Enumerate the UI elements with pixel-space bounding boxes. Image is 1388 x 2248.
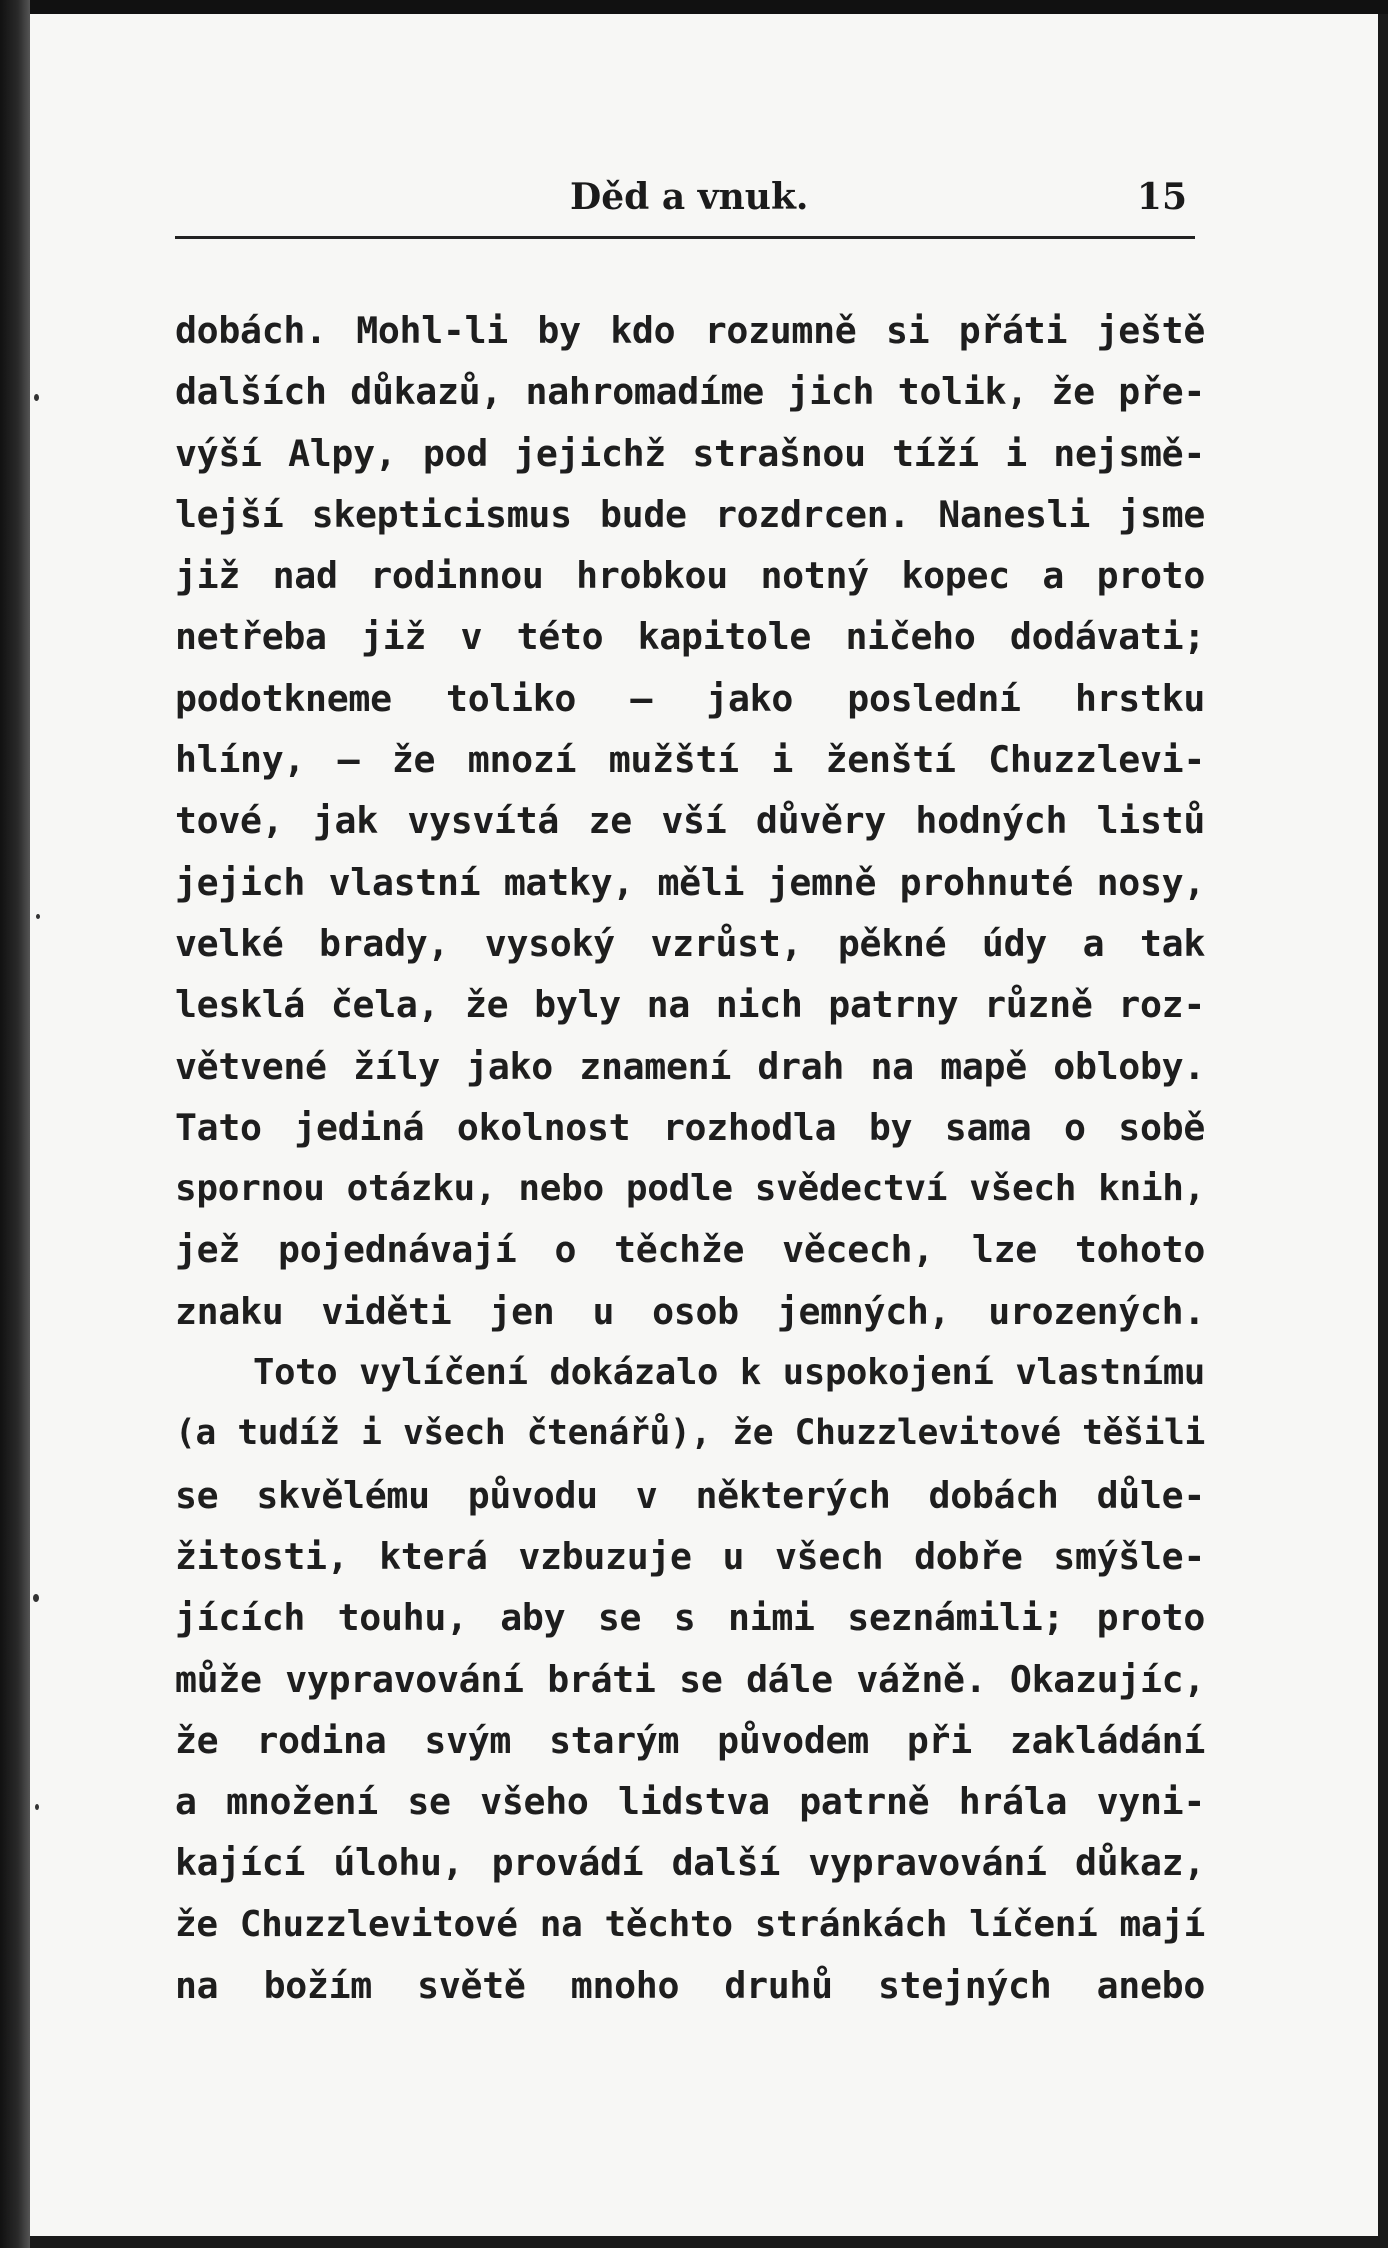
- text-line: dalších důkazů, nahromadíme jich tolik, že pře-: [175, 370, 1205, 414]
- text-line: tové, jak vysvítá ze vší důvěry hodných listů: [175, 799, 1205, 843]
- text-line: jících touhu, aby se s nimi seznámili; proto: [175, 1596, 1205, 1640]
- text-line: Tato jediná okolnost rozhodla by sama o sobě: [175, 1105, 1205, 1149]
- text-line: se skvělému původu v některých dobách důle-: [175, 1473, 1205, 1517]
- text-line: že Chuzzlevitové na těchto stránkách líčení mají: [175, 1903, 1205, 1945]
- page-number: 15: [1136, 176, 1187, 218]
- running-header: [175, 168, 1195, 228]
- text-line: větvené žíly jako znamení drah na mapě obloby.: [175, 1044, 1205, 1088]
- text-line: netřeba již v této kapitole ničeho dodávati;: [175, 615, 1205, 659]
- text-line: spornou otázku, nebo podle svědectví všech knih,: [175, 1168, 1205, 1210]
- text-line: může vypravování bráti se dále vážně. Okazujíc,: [175, 1657, 1205, 1701]
- scan-speck: [36, 914, 40, 919]
- text-line: a množení se všeho lidstva patrně hrála vyni-: [175, 1780, 1205, 1824]
- text-line: žitosti, která vzbuzuje u všech dobře smýšle-: [175, 1534, 1205, 1578]
- text-line: jejich vlastní matky, měli jemně prohnuté nosy,: [175, 860, 1205, 904]
- text-line: lesklá čela, že byly na nich patrny různě roz-: [175, 983, 1205, 1027]
- text-line: znaku viděti jen u osob jemných, urozených.: [175, 1289, 1205, 1333]
- text-line: hlíny, — že mnozí mužští i ženští Chuzzlevi-: [175, 738, 1205, 782]
- scan-speck: [33, 1594, 39, 1602]
- scan-top-edge: [0, 0, 1388, 14]
- text-line: jež pojednávají o těchže věcech, lze tohoto: [175, 1228, 1205, 1272]
- paragraph-first-line: Toto vylíčení dokázalo k uspokojení vlastnímu: [253, 1352, 1205, 1394]
- text-line: dobách. Mohl-li by kdo rozumně si přáti ještě: [175, 309, 1205, 352]
- text-line: již nad rodinnou hrobkou notný kopec a proto: [175, 554, 1205, 598]
- text-line: podotkneme toliko — jako poslední hrstku: [175, 676, 1205, 720]
- running-title: Děd a vnuk.: [570, 176, 809, 218]
- header-rule: [175, 236, 1195, 239]
- text-line: výší Alpy, pod jejichž strašnou tíží i nejsmě-: [175, 431, 1205, 475]
- scan-left-edge: [0, 0, 30, 2248]
- text-line: kající úlohu, provádí další vypravování důkaz,: [175, 1841, 1205, 1885]
- text-line: lejší skepticismus bude rozdrcen. Nanesli jsme: [175, 492, 1205, 536]
- text-line: (a tudíž i všech čtenářů), že Chuzzlevitové těšili: [175, 1413, 1205, 1454]
- scan-speck: [35, 1804, 39, 1810]
- scan-speck: [34, 394, 39, 401]
- text-line: že rodina svým starým původem při zakládání: [175, 1718, 1205, 1762]
- text-line: na božím světě mnoho druhů stejných anebo: [175, 1964, 1205, 2008]
- body-text: [175, 300, 1205, 2016]
- text-line: velké brady, vysoký vzrůst, pěkné údy a tak: [175, 921, 1205, 965]
